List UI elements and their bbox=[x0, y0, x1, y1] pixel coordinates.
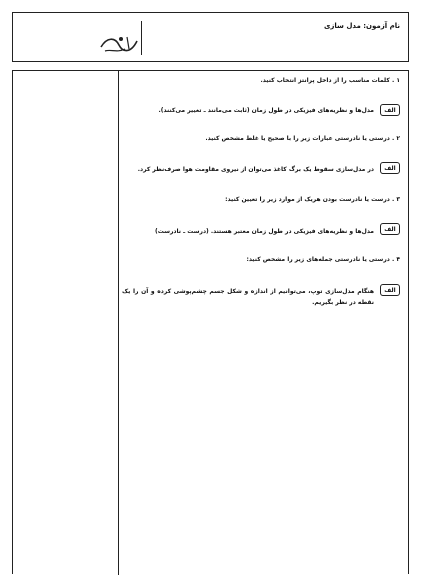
item-badge: الف bbox=[380, 223, 400, 235]
question-text: کلمات مناسب را از داخل پرانتز انتخاب کنید. bbox=[260, 77, 390, 84]
question-text: درستی یا نادرستی جمله‌های زیر را مشخص کنید: bbox=[246, 256, 390, 263]
question-1-item: مدل‌ها و نظریه‌های فیزیکی در طول زمان (ثابت می‌مانند ـ تغییر می‌کنند). bbox=[158, 107, 374, 114]
exam-title: نام آزمون: مدل سازی bbox=[323, 22, 400, 30]
question-4-item: هنگام مدل‌سازی توپ، می‌توانیم از اندازه و شکل جسم چشم‌پوشی کرده و آن را یک نقطه در نظر بگیریم. bbox=[122, 288, 374, 306]
question-number: ۱ . bbox=[391, 77, 400, 84]
header-divider bbox=[141, 21, 142, 55]
question-2 bbox=[205, 135, 400, 142]
institute-logo bbox=[97, 29, 141, 59]
item-badge: الف bbox=[380, 162, 400, 174]
item-badge: الف bbox=[380, 104, 400, 116]
question-number: ۴ . bbox=[391, 256, 400, 263]
question-2-item: در مدل‌سازی سقوط یک برگ کاغذ می‌توان از نیروی مقاومت هوا صرف‌نظر کرد. bbox=[137, 166, 374, 173]
exam-body bbox=[12, 70, 409, 574]
item-badge: الف bbox=[380, 284, 400, 296]
question-1 bbox=[261, 77, 401, 84]
question-number: ۳ . bbox=[391, 196, 400, 203]
question-4 bbox=[246, 256, 400, 263]
exam-header bbox=[12, 12, 409, 62]
question-number: ۲ . bbox=[391, 135, 400, 142]
score-column-divider bbox=[118, 71, 119, 575]
question-3 bbox=[225, 196, 400, 203]
question-3-item: مدل‌ها و نظریه‌های فیزیکی در طول زمان معتبر هستند. (درست ـ نادرست) bbox=[154, 228, 374, 235]
question-text: درستی یا نادرستی عبارات زیر را با صحیح یا غلط مشخص کنید. bbox=[205, 135, 390, 142]
question-text: درست یا نادرست بودن هریک از موارد زیر را تعیین کنید: bbox=[225, 196, 390, 203]
